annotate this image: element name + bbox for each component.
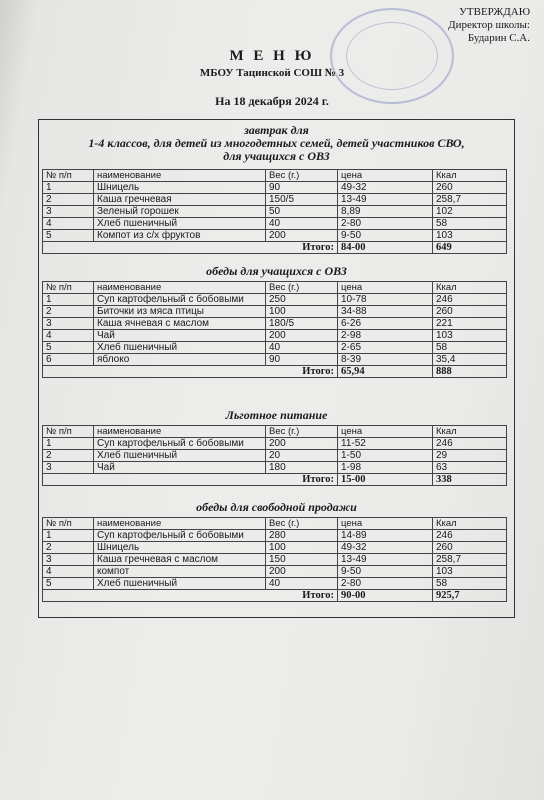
table-cell: Компот из с/х фруктов [94,230,266,242]
table-cell: 6-26 [338,318,433,330]
table-cell: 180 [266,462,338,474]
table-cell: 2 [43,194,94,206]
table-cell: 2 [43,542,94,554]
table-cell: 2-80 [338,578,433,590]
total-price: 84-00 [338,242,433,254]
table-cell: 200 [266,566,338,578]
table-cell: 150 [266,554,338,566]
table-cell: 40 [266,218,338,230]
table-row [43,230,507,242]
table-cell: Каша гречневая [94,194,266,206]
table-cell: Суп картофельный с бобовыми [94,294,266,306]
table-row [43,542,507,554]
table-cell: Хлеб пшеничный [94,342,266,354]
table-cell: 1 [43,182,94,194]
menu-table [42,169,507,254]
table-cell: 221 [433,318,507,330]
table-row [43,330,507,342]
table-row [43,342,507,354]
table-cell: 5 [43,578,94,590]
table-cell: 6 [43,354,94,366]
table-cell: 103 [433,230,507,242]
table-row [43,206,507,218]
table-cell: 13-49 [338,194,433,206]
total-price: 65,94 [338,366,433,378]
menu-table [42,517,507,602]
table-cell: 258,7 [433,554,507,566]
table-cell: 3 [43,206,94,218]
table-row [43,530,507,542]
column-header: цена [338,282,433,294]
table-cell: Каша гречневая с маслом [94,554,266,566]
table-cell: 250 [266,294,338,306]
total-row [43,366,507,378]
table-cell: 280 [266,530,338,542]
table-cell: 9-50 [338,566,433,578]
table-cell: 8-39 [338,354,433,366]
table-header-row [43,426,507,438]
approval-position: Директор школы: [448,19,530,31]
column-header: № п/п [43,282,94,294]
table-cell: 4 [43,330,94,342]
table-cell: 3 [43,318,94,330]
section-heading-line: для учащихся с ОВЗ [223,149,330,163]
table-cell: Хлеб пшеничный [94,578,266,590]
approval-title: УТВЕРЖДАЮ [459,6,530,18]
column-header: цена [338,518,433,530]
table-cell: 103 [433,566,507,578]
table-cell: 150/5 [266,194,338,206]
table-cell: 58 [433,218,507,230]
table-cell: 10-78 [338,294,433,306]
table-cell: 35,4 [433,354,507,366]
total-label: Итого: [43,590,338,602]
table-cell: 58 [433,578,507,590]
table-cell: 40 [266,578,338,590]
total-row [43,590,507,602]
table-cell: компот [94,566,266,578]
table-cell: 90 [266,354,338,366]
table-row [43,318,507,330]
table-row [43,294,507,306]
section-heading-line: обеды для учащихся с ОВЗ [206,264,347,278]
column-header: № п/п [43,170,94,182]
total-price: 15-00 [338,474,433,486]
column-header: Вес (г.) [266,170,338,182]
table-cell: 29 [433,450,507,462]
total-kcal: 888 [433,366,507,378]
column-header: № п/п [43,426,94,438]
table-cell: Зеленый горошек [94,206,266,218]
table-row [43,438,507,450]
section-heading [38,124,515,163]
table-cell: 5 [43,230,94,242]
menu-date: На 18 декабря 2024 г. [215,94,329,108]
table-cell: 14-89 [338,530,433,542]
section-heading-line: 1-4 классов, для детей из многодетных семей, детей участников СВО, [88,136,465,150]
menu-table [42,281,507,378]
total-row [43,242,507,254]
table-cell: 5 [43,342,94,354]
table-cell: Суп картофельный с бобовыми [94,530,266,542]
table-cell: 1 [43,530,94,542]
table-cell: 102 [433,206,507,218]
column-header: цена [338,170,433,182]
table-cell: 2-98 [338,330,433,342]
column-header: цена [338,426,433,438]
total-label: Итого: [43,366,338,378]
table-cell: 100 [266,542,338,554]
table-cell: 9-50 [338,230,433,242]
table-cell: 1-50 [338,450,433,462]
column-header: наименование [94,518,266,530]
table-cell: яблоко [94,354,266,366]
table-cell: 246 [433,294,507,306]
column-header: наименование [94,170,266,182]
table-cell: 200 [266,330,338,342]
table-cell: 180/5 [266,318,338,330]
approval-block [448,6,530,45]
table-cell: Хлеб пшеничный [94,218,266,230]
school-name: МБОУ Тацинской СОШ № 3 [199,67,345,79]
total-kcal: 925,7 [433,590,507,602]
table-cell: 8,89 [338,206,433,218]
table-cell: 2 [43,306,94,318]
table-cell: 1 [43,294,94,306]
total-price: 90-00 [338,590,433,602]
table-cell: 20 [266,450,338,462]
total-label: Итого: [43,242,338,254]
column-header: Вес (г.) [266,426,338,438]
table-cell: 58 [433,342,507,354]
total-label: Итого: [43,474,338,486]
table-header-row [43,282,507,294]
table-cell: Шницель [94,182,266,194]
table-cell: 246 [433,438,507,450]
table-cell: 34-88 [338,306,433,318]
table-cell: 2-80 [338,218,433,230]
table-cell: Биточки из мяса птицы [94,306,266,318]
table-cell: 103 [433,330,507,342]
table-row [43,182,507,194]
table-cell: 1 [43,438,94,450]
table-cell: 2-65 [338,342,433,354]
table-row [43,354,507,366]
table-cell: 260 [433,542,507,554]
column-header: наименование [94,426,266,438]
table-cell: 11-52 [338,438,433,450]
table-row [43,306,507,318]
column-header: Ккал [433,282,507,294]
table-row [43,554,507,566]
table-cell: Хлеб пшеничный [94,450,266,462]
section-heading [38,501,515,514]
approval-signer: Бударин С.А. [467,32,530,44]
table-cell: 4 [43,566,94,578]
table-cell: 13-49 [338,554,433,566]
table-cell: 260 [433,306,507,318]
table-cell: 63 [433,462,507,474]
section-heading [38,409,515,422]
table-cell: Суп картофельный с бобовыми [94,438,266,450]
table-row [43,566,507,578]
table-cell: 3 [43,462,94,474]
table-row [43,578,507,590]
column-header: наименование [94,282,266,294]
table-cell: 90 [266,182,338,194]
menu-title: М Е Н Ю [229,48,315,64]
column-header: Ккал [433,426,507,438]
table-cell: 258,7 [433,194,507,206]
column-header: № п/п [43,518,94,530]
table-cell: Каша ячневая с маслом [94,318,266,330]
table-cell: 260 [433,182,507,194]
column-header: Вес (г.) [266,518,338,530]
table-row [43,462,507,474]
table-cell: 200 [266,230,338,242]
table-row [43,218,507,230]
table-row [43,450,507,462]
section-heading [38,265,515,278]
table-cell: 49-32 [338,542,433,554]
table-cell: 100 [266,306,338,318]
table-header-row [43,518,507,530]
table-cell: 50 [266,206,338,218]
table-cell: 3 [43,554,94,566]
table-cell: 49-32 [338,182,433,194]
table-cell: 2 [43,450,94,462]
section-heading-line: завтрак для [244,123,309,137]
table-cell: Чай [94,462,266,474]
table-cell: Шницель [94,542,266,554]
column-header: Ккал [433,170,507,182]
table-cell: 40 [266,342,338,354]
section-heading-line: обеды для свободной продажи [196,500,357,514]
table-cell: 4 [43,218,94,230]
table-cell: 1-98 [338,462,433,474]
table-cell: 246 [433,530,507,542]
column-header: Ккал [433,518,507,530]
total-row [43,474,507,486]
table-cell: 200 [266,438,338,450]
table-header-row [43,170,507,182]
table-row [43,194,507,206]
menu-table [42,425,507,486]
column-header: Вес (г.) [266,282,338,294]
total-kcal: 649 [433,242,507,254]
table-cell: Чай [94,330,266,342]
section-heading-line: Льготное питание [225,408,328,422]
total-kcal: 338 [433,474,507,486]
